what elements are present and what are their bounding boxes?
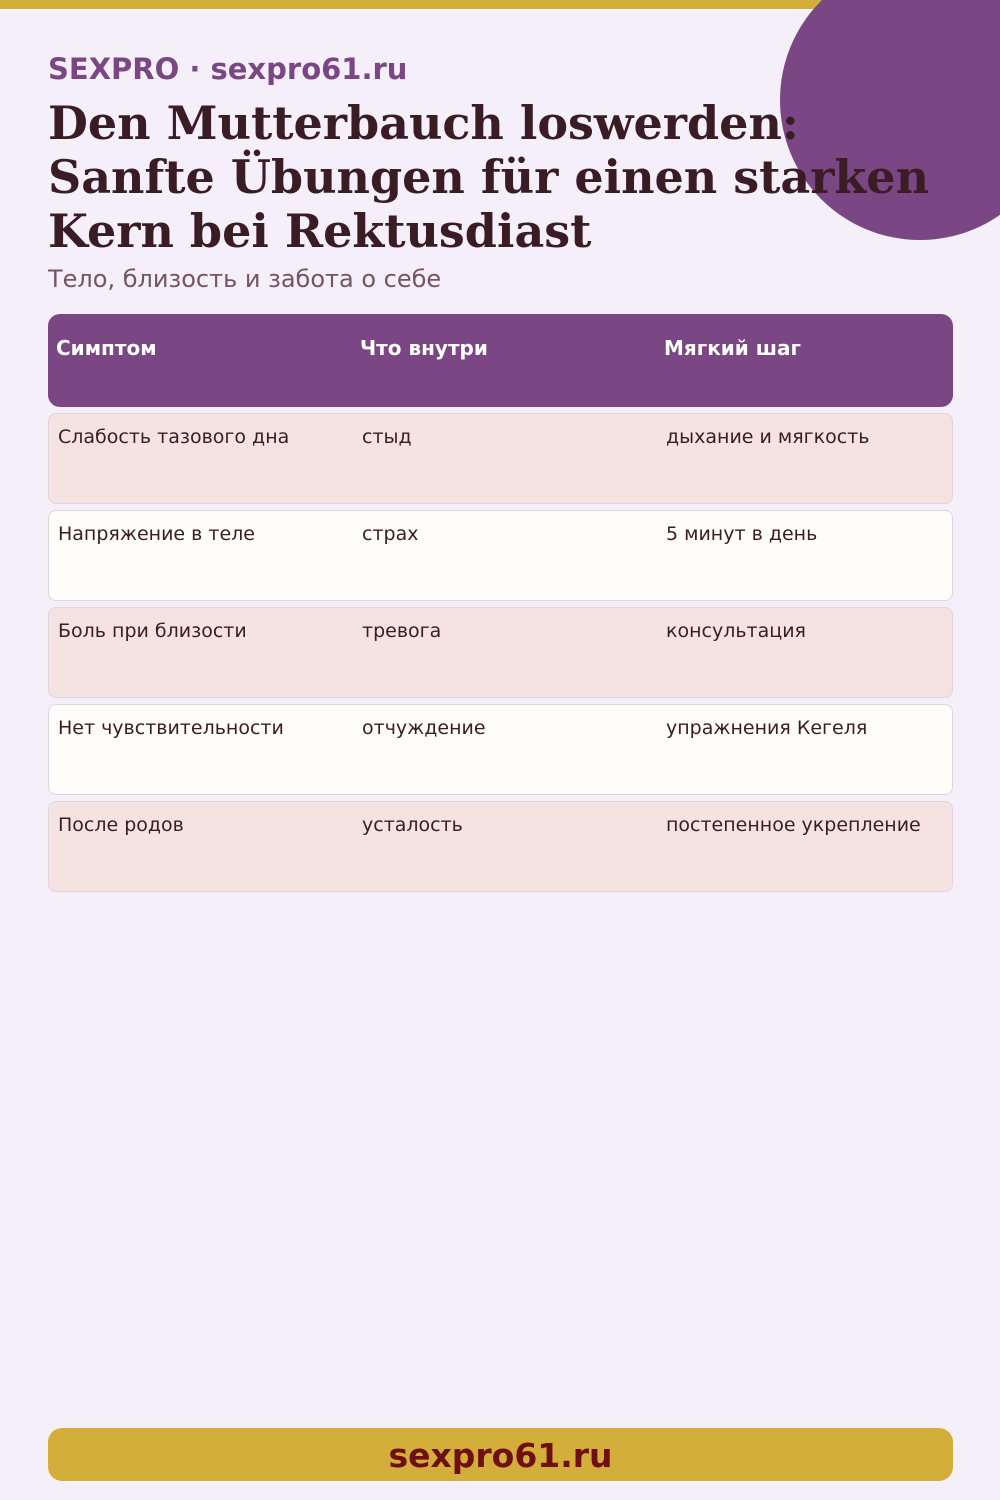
column-header-symptom: Симптом: [56, 336, 157, 360]
cell-symptom: Слабость тазового дна: [58, 426, 290, 448]
cell-symptom: Напряжение в теле: [58, 523, 255, 545]
table-row: [48, 607, 953, 698]
table-row: [48, 510, 953, 601]
cell-step: упражнения Кегеля: [666, 717, 868, 739]
cell-step: дыхание и мягкость: [666, 426, 870, 448]
page-subtitle: Тело, близость и забота о себе: [48, 265, 442, 293]
footer-banner: [48, 1428, 953, 1481]
cell-inside: отчуждение: [362, 717, 486, 739]
table-header: [48, 314, 953, 407]
cell-step: постепенное укрепление: [666, 814, 921, 836]
footer-url: sexpro61.ru: [388, 1436, 613, 1475]
cell-inside: страх: [362, 523, 419, 545]
cell-inside: тревога: [362, 620, 442, 642]
table-row: [48, 704, 953, 795]
symptom-table: [48, 314, 953, 892]
column-header-step: Мягкий шаг: [664, 336, 801, 360]
column-header-inside: Что внутри: [360, 336, 488, 360]
cell-symptom: После родов: [58, 814, 184, 836]
table-row: [48, 801, 953, 892]
brand-label: SEXPRO · sexpro61.ru: [48, 52, 408, 86]
cell-symptom: Боль при близости: [58, 620, 247, 642]
cell-step: 5 минут в день: [666, 523, 818, 545]
cell-step: консультация: [666, 620, 806, 642]
cell-inside: усталость: [362, 814, 463, 836]
cell-symptom: Нет чувствительности: [58, 717, 284, 739]
cell-inside: стыд: [362, 426, 412, 448]
table-row: [48, 413, 953, 504]
page-title: Den Mutterbauch loswerden: Sanfte Übungen für einen starken Kern bei Rektusdiast: [48, 96, 930, 258]
